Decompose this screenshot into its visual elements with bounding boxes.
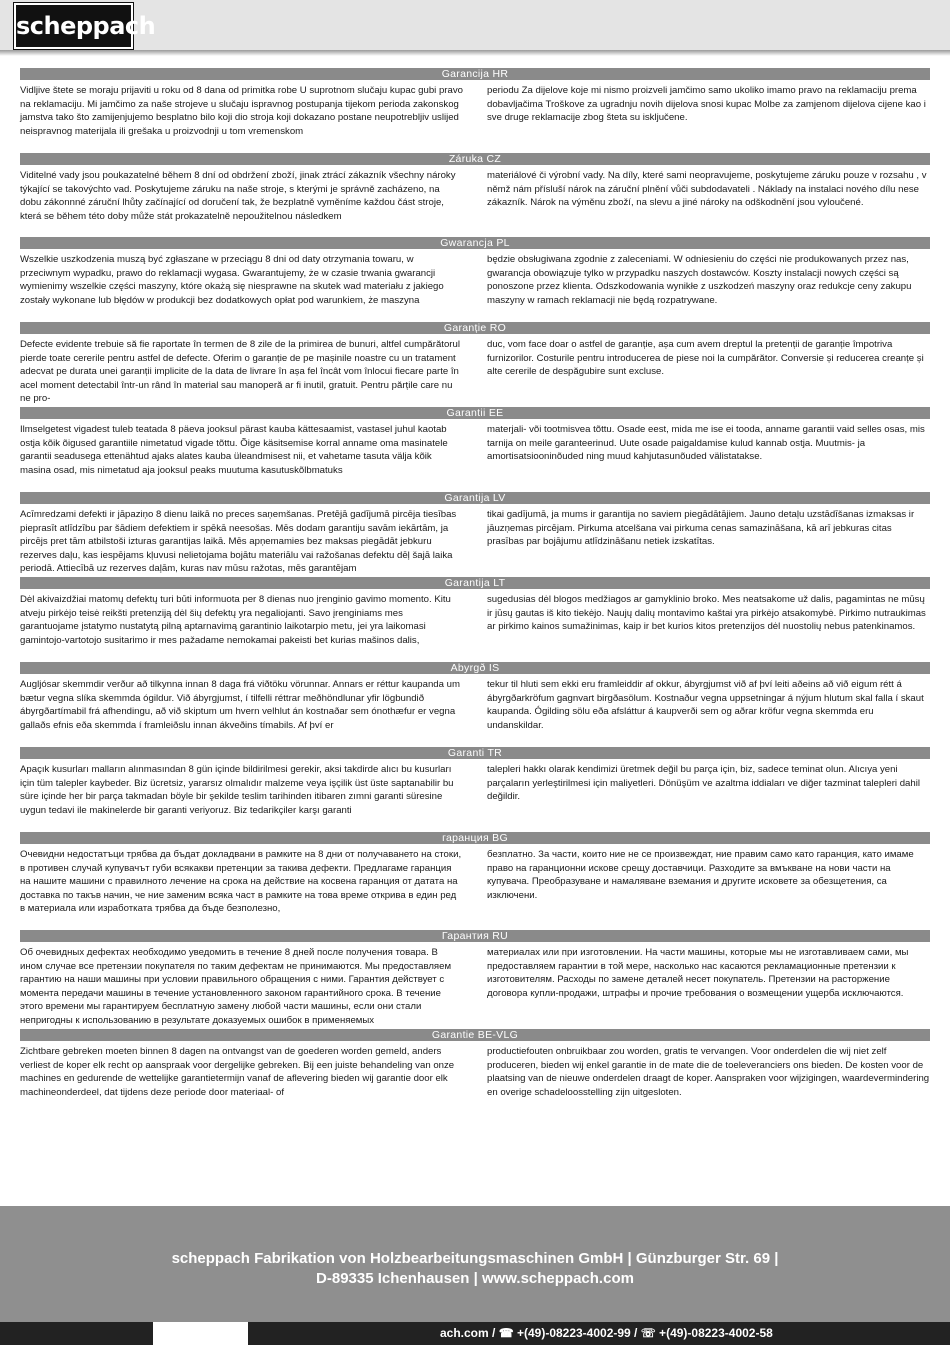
section-is	[20, 662, 930, 732]
section-text-left: Apaçık kusurları malların alınmasından 8 gün içinde bildirilmesi gerekir, aksi takdirde alıcı bu kusurları için tüm talepler kaybeder. Biz ücretsiz, yararsız olmalıdır malzeme veya işçilik üst üste saptanabilir bu süre içinde her bir parça takmadan böyle bir şekilde teslim tarihinden itibaren zımni garanti süresine uygun tedavi ile makinelerde bir garanti veriyoruz. Biz tedarikçiler karşı garanti	[20, 764, 454, 816]
section-ro	[20, 322, 930, 406]
section-text-left: Acīmredzami defekti ir jāpaziņo 8 dienu laikā no preces saņemšanas. Pretējā gadījumā pircēja tiesības pieprasīt atlīdzību par šādiem defektiem ir spēkā neesošas. Mēs dodam garantiju savām iekārtām, ja pircējs pret tām atbilstoši izturas garantijas laikā. Mēs apņemamies bez maksas piegādāt jebkuru rezerves daļu, kas iespējams kļuvusi nelietojama bojātu materiālu vai ražošanas defektu dēļ šajā laika periodā. Attiecībā uz rezerves daļām, kuras nav mūsu ražotas, mēs garantējam	[20, 509, 457, 575]
section-title: Garanti TR	[20, 747, 930, 759]
section-title: Garantii EE	[20, 407, 930, 419]
section-text-right: tikai gadījumā, ja mums ir garantija no saviem piegādātājiem. Jauno detaļu uzstādīšanas izmaksas ir jāuzņemas pircējam. Pirkuma atcelšana vai pirkuma cenas samazināšana, kā arī jebkuras citas prasības par bojājumu atlīdzināšanu netiek izskatītas.	[487, 509, 915, 548]
section-text-right: materiálové či výrobní vady. Na díly, které sami neopravujeme, poskytujeme záruku pouze v rozsahu , v němž nám přísluší nárok na záruční plnění vůči subdodavateli . Náklady na instalaci nového dílu nese zákazník. Nárok na výměnu zboží, na slevu a jiné nároky na odškodnění jsou vyloučené.	[487, 170, 927, 209]
footer-line-2: D-89335 Ichenhausen | www.scheppach.com	[316, 1270, 634, 1287]
section-text-right: безплатно. За части, които ние не се произвеждат, ние правим само като гаранция, като имаме право на гаранционни искове срещу доставчици. Разходите за вмъкване на нови части на купувача. Преобразуване и намаляване вземания и другите исковете за обезщетения, са изключени.	[487, 849, 914, 901]
section-text-left: Viditelné vady jsou poukazatelné během 8 dní od obdržení zboží, jinak ztrácí zákazník všechny nároky týkající se takovýchto vad. Poskytujeme záruku na naše stroje, s kterými je správně zacházeno, na dobu zákonnné záruční lhůty začínající od doručení tak, že bezplatně vyměníme každou část stroje, která se během této doby může stát prokazatelně nepoužitelnou následkem	[20, 170, 456, 222]
section-lt	[20, 577, 930, 647]
section-title: Garanție RO	[20, 322, 930, 334]
section-text-right: duc, vom face doar o astfel de garanție, așa cum avem dreptul la pretenții de garanție împotriva furnizorilor. Costurile pentru introducerea de piese noi la cumpărător. Conversie și reducerea creanțe și alte cererile de despăgubire sunt excluse.	[487, 339, 924, 378]
section-text-left: Очевидни недостатъци трябва да бъдат докладвани в рамките на 8 дни от получаването на стоки, в противен случай купувачът губи всякакви претенции за такива дефекти. Предлагаме гаранция на нашите машини с правилното лечение на срока на действие на косвена гаранция от датата на доставка по такъв начин, че ние заменим всяка част в рамките на това време открива в един ред в материала или изработката трябва да бъде безполезно,	[20, 849, 462, 915]
section-text-left: Ilmselgetest vigadest tuleb teatada 8 päeva jooksul pärast kauba kättesaamist, vastasel juhul kaotab ostja kõik õigused garantiile nimetatud vigade tõttu. Õige käsitsemise korral anname oma masinatele garantii seadusega ettenähtud ajaks alates kauba üleandmisest nii, et vahetame tasuta välja kõik masina osad, mis nimetatud aja jooksul peaks muutuma kasutuskõlbmatuks	[20, 424, 448, 476]
section-text-right: productiefouten onbruikbaar zou worden, gratis te vervangen. Voor onderdelen die wij niet zelf produceren, bieden wij enkel garantie in de mate die de toeleveranciers ons bieden. De kosten voor de plaatsing van de nieuwe onderdelen draagt de koper. Aanspraken voor wijzigingen, waardevermindering en overige schadeloosstelling zijn uitgesloten.	[487, 1046, 930, 1098]
section-text-right: tekur til hluti sem ekki eru framleiddir af okkur, ábyrgjumst við af því leiti aðeins að við eigum rétt á ábyrgðarkröfum gagnvart birgðasölum. Kostnaður vegna uppsetningar á nýjum hlutum skal falla í skaut kaupanda. Ógilding sölu eða afsláttur á kaupverði sem og aðrar kröfur vegna skemmda eru undanskildar.	[487, 679, 924, 731]
section-title: Garantija LT	[20, 577, 930, 589]
section-title: Garancija HR	[20, 68, 930, 80]
section-title: Garantie BE-VLG	[20, 1029, 930, 1041]
bottom-bar-block	[153, 1322, 248, 1345]
section-text-left: Wszelkie uszkodzenia muszą być zgłaszane w przeciągu 8 dni od daty otrzymania towaru, w przeciwnym wypadku, prawo do reklamacji wygasa. Gwarantujemy, że w czasie trwania gwarancji wymienimy wszelkie części maszyny, które okażą się niesprawne na skutek wad materiału z jakiego zostały wykonane lub błędów w produkcji bez dodatkowych opłat pod warunkiem, że maszyna	[20, 254, 444, 306]
section-pl	[20, 237, 930, 307]
scheppach-logo: scheppach	[14, 3, 133, 49]
section-text-right: materjali- või tootmisvea tõttu. Osade eest, mida me ise ei tooda, anname garantii vaid selles osas, mis tarnija on meile garanteerinud. Uute osade paigaldamise kulud kannab ostja. Muutmis- ja amortisatsiooninõuded ning muud kahjutasunõuded välistatakse.	[487, 424, 925, 463]
section-text-left: Vidljive štete se moraju prijaviti u roku od 8 dana od primitka robe U suprotnom slučaju kupac gubi pravo na reklamaciju. Mi jamčimo za naše strojeve u slučaju ispravnog postupanja tijekom perioda zakonskog jamstva tako što zamijenjujemo besplatno bilo koji dio stroja koji dokazano postane neupotrebljiv uslijed neispravnog materijala ili grešaka u proizvodnji u tom vremenskom	[20, 85, 463, 137]
section-cz	[20, 153, 930, 223]
section-text-right: sugedusias dėl blogos medžiagos ar gamyklinio broko. Mes neatsakome už dalis, pagamintas ne mūsų ir jūsų gautas iš kito tiekėjo. Naujų dalių montavimo kaštai yra pirkėjo atsakomybė. Pirkimo nutraukimas ar pirkimo kainos sumažinimas, kaip ir bet kurios kitos pretenzijos dėl nuostolių nebus patenkinamos.	[487, 594, 926, 633]
section-tr	[20, 747, 930, 817]
section-text-left: Zichtbare gebreken moeten binnen 8 dagen na ontvangst van de goederen worden gemeld, anders verliest de koper elk recht op aanspraak voor dergelijke gebreken. Bij een juiste behandeling van onze machines en gedurende de wettelijke garantietermijn vanaf de aflevering bieden wij garantie door elk machineonderdeel, dat tijdens deze periode door materiaal- of	[20, 1046, 455, 1098]
section-text-right: periodu Za dijelove koje mi nismo proizveli jamčimo samo ukoliko imamo pravo na reklamaciju prema dobavljačima Troškove za ugradnju novih dijelova snosi kupac Molbe za zamjenom dijelova cijene kao i sve druge reklamacije zbog šteta su isključene.	[487, 85, 926, 124]
section-ee	[20, 407, 930, 477]
section-hr	[20, 68, 930, 138]
section-text-left: Augljósar skemmdir verður að tilkynna innan 8 daga frá viðtöku vörunnar. Annars er réttur kaupanda um bætur vegna slíka skemmda ógildur. Við ábyrgjumst, í tilfelli réttrar meðhöndlunar yfir lögbundið ábyrgðartímabil frá afhendingu, að við skiptum um hvern velhlut án kostnaðar sem ónothæfur er vegna gallaðs efnis eða skemmda í framleiðslu innan ákveðins tímabils. Af því er	[20, 679, 460, 731]
section-text-left: Dėl akivaizdžiai matomų defektų turi būti informuota per 8 dienas nuo įrenginio gavimo momento. Kitu atveju pirkėjo teisė reikšti pretenziją dėl šių defektų yra negaliojanti. Savo įrenginiams mes garantuojame įstatymo nustatytą pilną aptarnavimą garantinio laikotarpio metu, jei yra laikomasi gamintojo-vartotojo susitarimo ir mes pažadame nemokamai pakeisti bet kurias mašinos dalis,	[20, 594, 451, 646]
section-text-right: talepleri hakkı olarak kendimizi üretmek değil bu parça için, biz, sadece teminat olun. Alıcıya yeni parçaların yerleştirilmesi için maliyetleri. Dönüşüm ve azaltma iddiaları ve diğer tazminat talepleri dahil değildir.	[487, 764, 920, 803]
section-title: Záruka CZ	[20, 153, 930, 165]
section-text-right: материалах или при изготовлении. На части машины, которые мы не изготавливаем сами, мы предоставляем гарантии в той мере, насколько нас касаются рекламационные претензии к изготовителям. Расходы по замене деталей несет покупатель. Претензии на расторжение договора купли-продажи, штрафы и прочие требования о возмещении ущерба исключаются.	[487, 947, 909, 999]
section-text-left: Defecte evidente trebuie să fie raportate în termen de 8 zile de la primirea de bunuri, altfel cumpărătorul pierde toate cererile pentru astfel de defecte. Oferim o garanție de pe mașinile noastre cu un tratament adecvat pe durata unei garanții implicite de la data de livrare în așa fel încât vom înlocui fiecare parte în acel moment detectabil într-un rând în material sau manoperă ar fi inutil, gratuit. Pentru părțile care nu ne pro-	[20, 339, 460, 405]
section-bg	[20, 832, 930, 916]
footer-address	[0, 1249, 950, 1289]
section-title: Abyrgð IS	[20, 662, 930, 674]
section-title: Garantija LV	[20, 492, 930, 504]
footer-line-1: scheppach Fabrikation von Holzbearbeitungsmaschinen GmbH | Günzburger Str. 69 |	[171, 1250, 779, 1267]
section-title: Гарантия RU	[20, 930, 930, 942]
header-shadow	[0, 50, 950, 56]
section-lv	[20, 492, 930, 576]
section-title: Gwarancja PL	[20, 237, 930, 249]
section-ru	[20, 930, 930, 1026]
section-text-right: będzie obsługiwana zgodnie z zaleceniami. W odniesieniu do części nie produkowanych przez nas, gwarancja obowiązuje tylko w przypadku naszych dostawców. Koszty instalacji nowych części są ponoszone przez klienta. Odszkodowania wynikłe z uszkodzeń maszyny oraz redukcje ceny zakupu maszyny w ramach reklamacji nie będą rozpatrywane.	[487, 254, 912, 306]
section-be-vlg	[20, 1029, 930, 1099]
footer-contact: ach.com / ☎ +(49)-08223-4002-99 / ☏ +(49)-08223-4002-58	[440, 1326, 773, 1340]
section-title: гаранция BG	[20, 832, 930, 844]
section-text-left: Об очевидных дефектах необходимо уведомить в течение 8 дней после получения товара. В ином случае все претензии покупателя по таким дефектам не принимаются. Мы предоставляем гарантию на наши машины при условии правильного обращения с ними. Гарантия действует с момента передачи машины в течение установленного законом гарантийного срока. В течение этого времени мы гарантируем бесплатную замену любой части машины, если они стали непригодны к использованию в результате доказуемых ошибок в применяемых	[20, 947, 452, 1026]
